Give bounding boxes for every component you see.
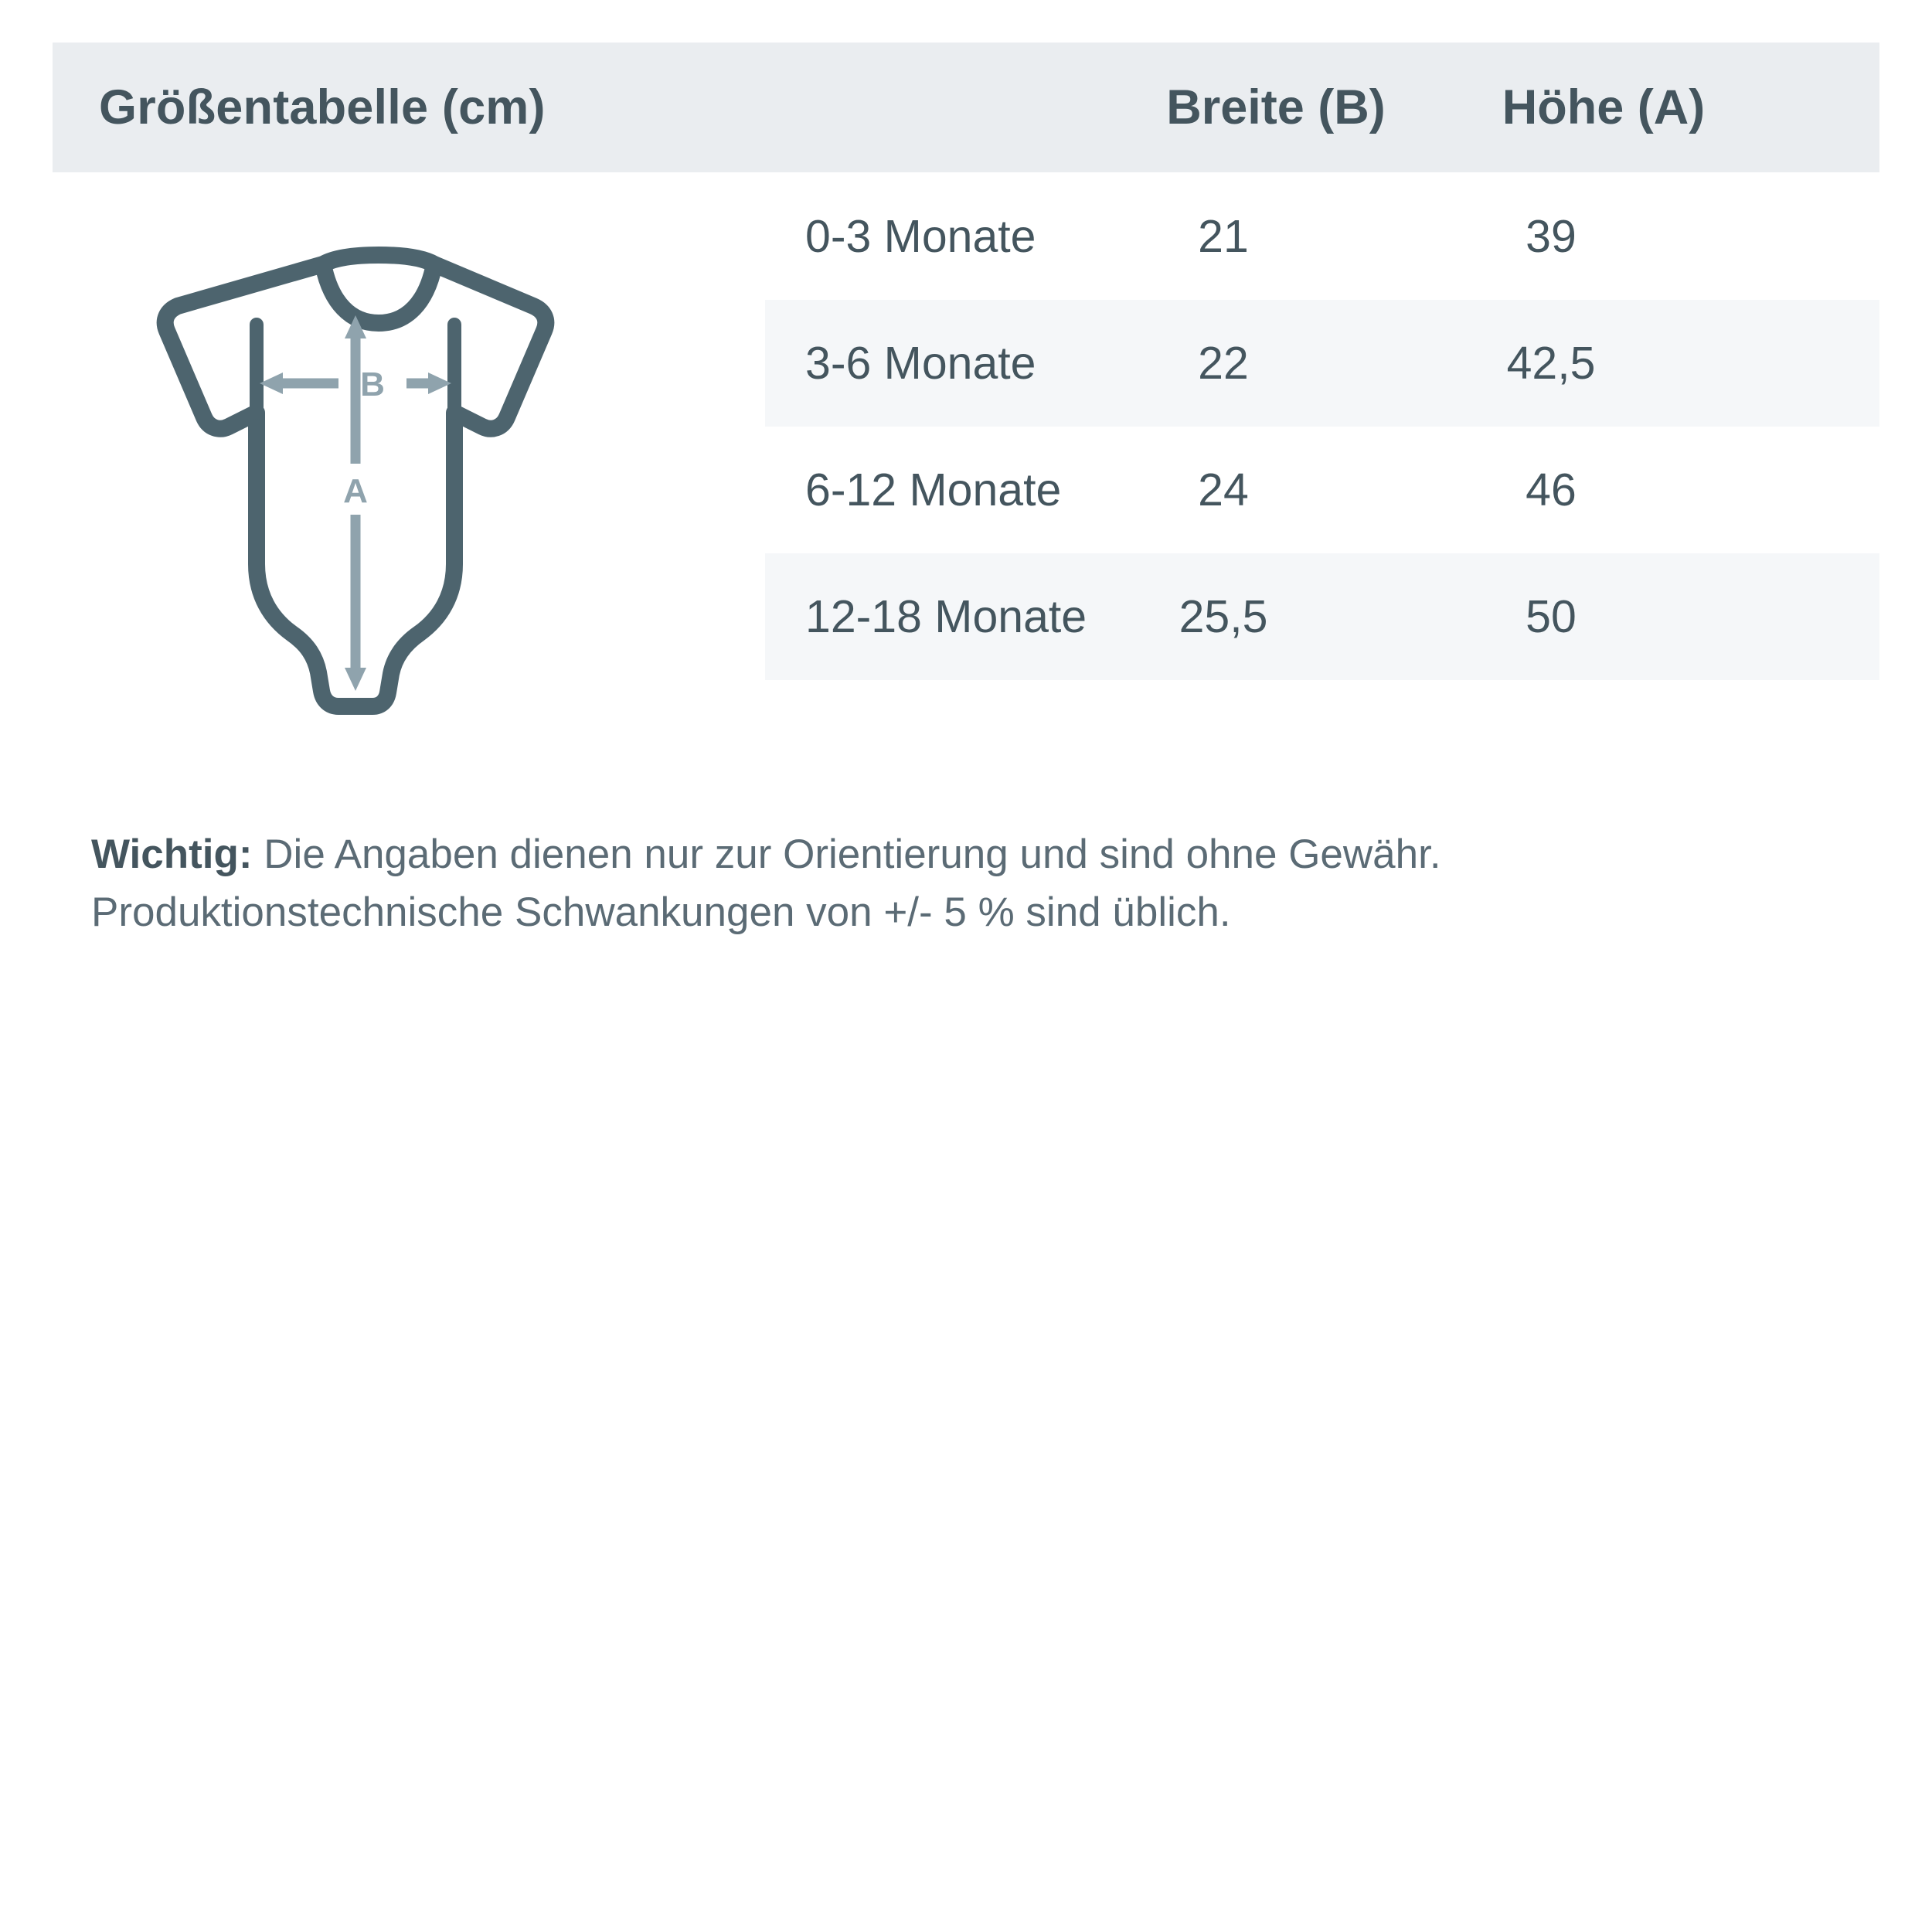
table-row: [765, 173, 1879, 300]
cell-width: 24: [1198, 464, 1249, 515]
cell-height: 39: [1526, 211, 1577, 262]
cell-width: 21: [1198, 211, 1249, 262]
label-height-a: A: [343, 472, 368, 510]
page-title: Größentabelle (cm): [99, 80, 546, 134]
table-row: [765, 300, 1879, 427]
column-header-height: Höhe (A): [1502, 80, 1706, 134]
bodysuit-illustration: [131, 232, 672, 773]
disclaimer-note: [91, 825, 1791, 942]
disclaimer-text: Die Angaben dienen nur zur Orientierung und sind ohne Gewähr. Produktionstechnische Schwankungen von +/- 5 % sind üblich.: [91, 832, 1441, 936]
cell-height: 46: [1526, 464, 1577, 515]
cell-size: 6-12 Monate: [805, 464, 1062, 515]
cell-size: 3-6 Monate: [805, 338, 1036, 389]
cell-height: 42,5: [1506, 338, 1596, 389]
cell-size: 12-18 Monate: [805, 591, 1087, 642]
column-header-width: Breite (B): [1166, 80, 1386, 134]
size-table: [765, 173, 1879, 680]
table-row: [765, 427, 1879, 553]
cell-width: 25,5: [1179, 591, 1268, 642]
cell-size: 0-3 Monate: [805, 211, 1036, 262]
label-width-b: B: [360, 366, 385, 403]
table-header: [53, 43, 1879, 172]
cell-width: 22: [1198, 338, 1249, 389]
table-row: [765, 553, 1879, 680]
cell-height: 50: [1526, 591, 1577, 642]
disclaimer-label: Wichtig:: [91, 832, 253, 877]
